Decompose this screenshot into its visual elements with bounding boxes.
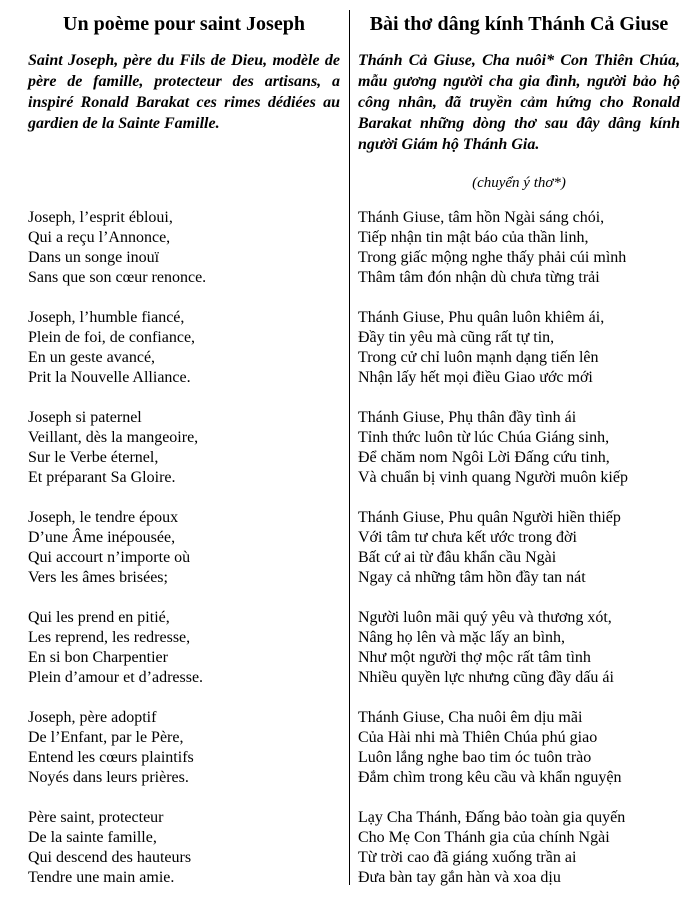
poem-line: Trong giấc mộng nghe thấy phải cúi mình [358,249,627,266]
stanza [28,308,340,388]
stanza [358,808,680,888]
poem-line: De l’Enfant, par le Père, [28,729,184,746]
poem-line: Veillant, dès la mangeoire, [28,429,199,446]
stanza [358,208,680,288]
poem-line: Đầy tin yêu mà cũng rất tự tin, [358,329,555,346]
poem-line: Tỉnh thức luôn từ lúc Chúa Giáng sinh, [358,429,610,446]
poem-line: Les reprend, les redresse, [28,629,191,646]
poem-line: Qui les prend en pitié, [28,609,170,626]
poem-line: Thánh Giuse, Cha nuôi êm dịu mãi [358,709,583,726]
vietnamese-title: Bài thơ dâng kính Thánh Cả Giuse [369,13,669,35]
poem-line: Plein d’amour et d’adresse. [28,669,204,686]
poem-line: Với tâm tư chưa kết ước trong đời [358,529,577,546]
stanza [358,508,680,588]
poem-line: Nâng họ lên và mặc lấy an bình, [358,629,566,646]
poem-line: Père saint, protecteur [28,809,164,826]
stanza [358,608,680,688]
vietnamese-intro: Thánh Cả Giuse, Cha nuôi* Con Thiên Chúa, mẫu gương người cha gia đình, người bảo hộ công nhân, đã truyền cảm hứng cho Ronald Barakat những dòng thơ sau đây dâng kính người Giám hộ Thánh Gia. [358,52,680,153]
poem-line: Joseph, l’humble fiancé, [28,309,185,326]
poem-line: Sans que son cœur renonce. [28,269,207,286]
poem-line: Bất cứ ai từ đâu khẩn cầu Ngài [358,549,557,566]
stanza [28,708,340,788]
poem-line: De la sainte famille, [28,829,157,846]
stanza [28,408,340,488]
stanza [28,208,340,288]
poem-line: En un geste avancé, [28,349,156,366]
poem-line: Vers les âmes brisées; [28,569,168,586]
poem-line: Thánh Giuse, Phụ thân đầy tình ái [358,409,577,426]
poem-line: Và chuẩn bị vinh quang Người muôn kiếp [358,469,628,486]
poem-line: Qui a reçu l’Annonce, [28,229,171,246]
poem-line: Đắm chìm trong kêu cầu và khẩn nguyện [358,769,622,786]
poem-line: D’une Âme inépousée, [28,529,176,546]
poem-line: Người luôn mãi quý yêu và thương xót, [358,609,612,626]
poem-line: Ngay cả những tâm hồn đầy tan nát [358,569,586,586]
vietnamese-poem [358,208,680,908]
poem-line: Sur le Verbe éternel, [28,449,159,466]
poem-line: Et préparant Sa Gloire. [28,469,176,486]
poem-line: Nhận lấy hết mọi điều Giao ước mới [358,369,593,386]
stanza [358,308,680,388]
poem-line: Như một người thợ mộc rất tâm tình [358,649,591,666]
poem-line: Để chăm nom Ngôi Lời Đấng cứu tinh, [358,449,610,466]
french-intro: Saint Joseph, père du Fils de Dieu, modèle de père de famille, protecteur des artisans, a inspiré Ronald Barakat ces rimes dédiées au gardien de la Sainte Famille. [28,52,340,132]
poem-line: Joseph, père adoptif [28,709,157,726]
stanza [358,408,680,488]
poem-line: En si bon Charpentier [28,649,168,666]
poem-line: Thánh Giuse, Phu quân Người hiền thiếp [358,509,621,526]
poem-line: Luôn lắng nghe bao tim óc tuôn trào [358,749,592,766]
french-column [28,0,340,886]
french-poem [28,208,340,908]
translation-note: (chuyển ý thơ*) [472,175,566,191]
poem-line: Tiếp nhận tin mật báo của thần linh, [358,229,589,246]
poem-line: Joseph, l’esprit ébloui, [28,209,173,226]
poem-line: Noyés dans leurs prières. [28,769,189,786]
poem-line: Qui descend des hauteurs [28,849,192,866]
poem-line: Thánh Giuse, Phu quân luôn khiêm ái, [358,309,605,326]
column-divider [349,10,350,885]
stanza [358,708,680,788]
poem-line: Tendre une main amie. [28,869,175,886]
stanza [28,808,340,888]
poem-line: Đưa bàn tay gắn hàn và xoa dịu [358,869,561,886]
poem-line: Joseph si paternel [28,409,142,426]
poem-line: Nhiều quyền lực nhưng cũng đầy dấu ái [358,669,614,686]
poem-line: Dans un songe inouï [28,249,160,266]
poem-line: Prit la Nouvelle Alliance. [28,369,191,386]
poem-line: Joseph, le tendre époux [28,509,179,526]
poem-line: Plein de foi, de confiance, [28,329,196,346]
french-title: Un poème pour saint Joseph [63,13,305,35]
poem-line: Thánh Giuse, tâm hồn Ngài sáng chói, [358,209,605,226]
poem-line: Từ trời cao đã giáng xuống trần ai [358,849,577,866]
poem-line: Entend les cœurs plaintifs [28,749,194,766]
poem-line: Qui accourt n’importe où [28,549,191,566]
poem-line: Của Hài nhi mà Thiên Chúa phú giao [358,729,598,746]
stanza [28,508,340,588]
vietnamese-column [358,0,680,886]
poem-line: Thâm tâm đón nhận dù chưa từng trải [358,269,600,286]
stanza [28,608,340,688]
poem-line: Trong cử chỉ luôn mạnh dạng tiến lên [358,349,599,366]
poem-line: Lạy Cha Thánh, Đấng bảo toàn gia quyến [358,809,626,826]
poem-line: Cho Mẹ Con Thánh gia của chính Ngài [358,829,610,846]
